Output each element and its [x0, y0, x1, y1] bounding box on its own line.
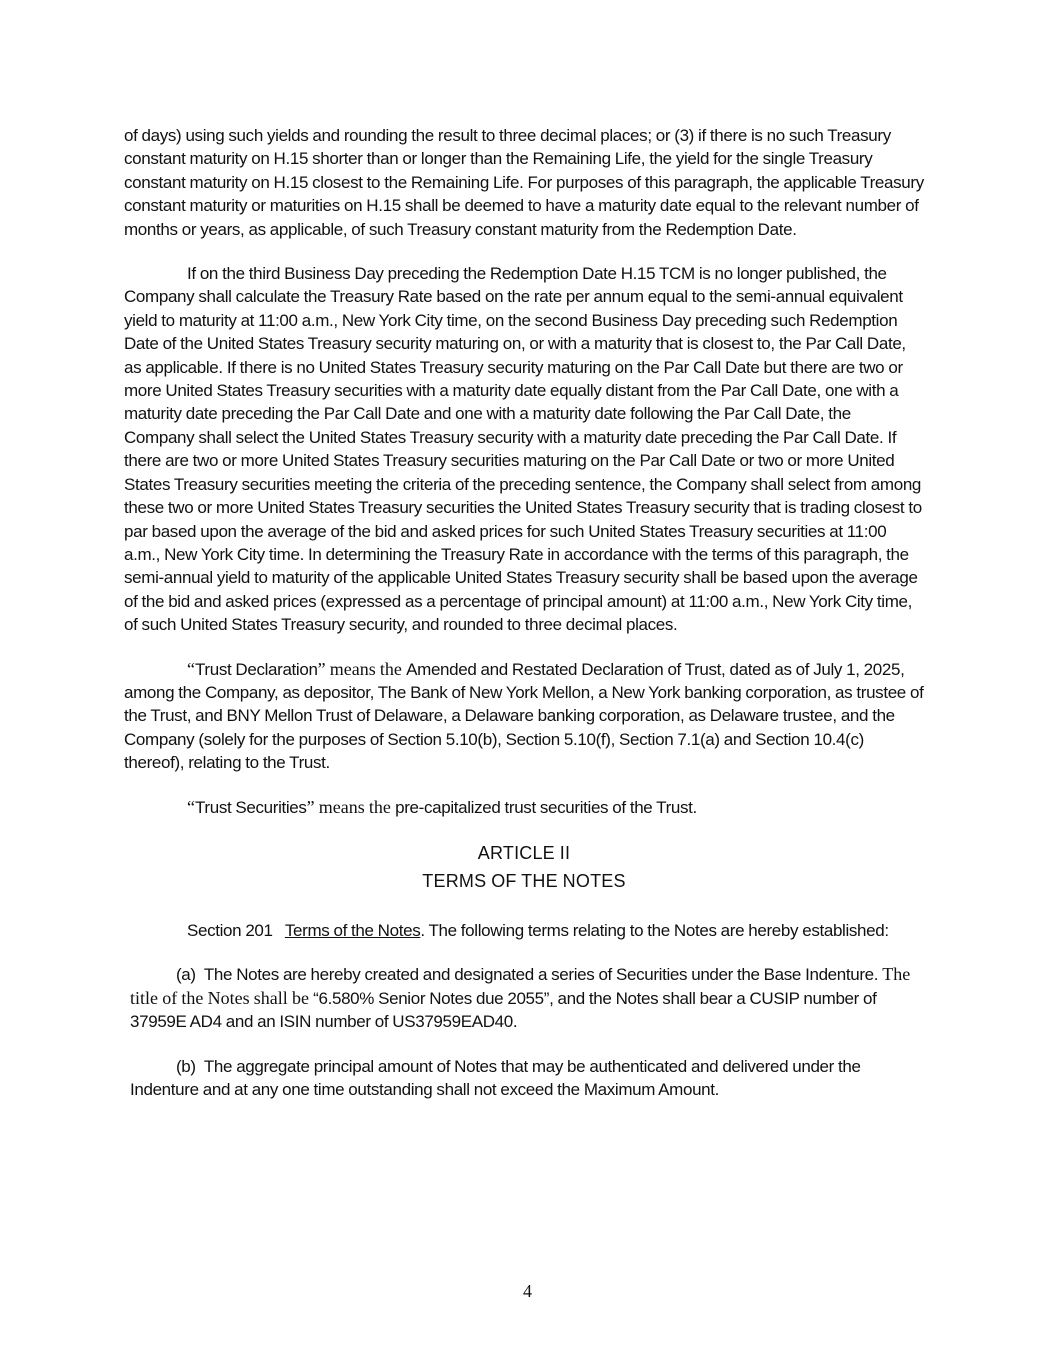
item-a-serif-text: The title of the Notes shall be — [130, 964, 911, 1008]
item-a-text: The Notes are hereby created and designated a series of Securities under the Base Indenture. — [203, 965, 883, 985]
paragraph-h15-tcm-fallback: If on the third Business Day preceding the Redemption Date H.15 TCM is no longer published, the Company shall calculate the Treasury Rate based on the rate per annum equal to the semi-annual equivalent yield to maturity at 11:00 a.m., New York City time, on the second Business Day preceding such Redemption Date of the United States Treasury security maturing on, or with a maturity that is closest to, the Par Call Date, as applicable. If there is no United States Treasury security maturing on the Par Call Date but there are two or more United States Treasury securities with a maturity date equally distant from the Par Call Date, one with a maturity date preceding the Par Call Date and one with a maturity date following the Par Call Date, the Company shall select the United States Treasury security with a maturity date preceding the Par Call Date. If there are two or more United States Treasury securities maturing on the Par Call Date or two or more United States Treasury securities meeting the criteria of the preceding sentence, the Company shall select from among these two or more United States Treasury securities the United States Treasury security that is trading closest to par based upon the average of the bid and asked prices for such United States Treasury securities at 11:00 a.m., New York City time. In determining the Treasury Rate in accordance with the terms of this paragraph, the semi-annual yield to maturity of the applicable United States Treasury security shall be based upon the average of the bid and asked prices (expressed as a percentage of principal amount) at 11:00 a.m., New York City time, of such United States Treasury security, and rounded to three decimal places. — [124, 264, 922, 635]
section-body: . The following terms relating to the Notes are hereby established: — [420, 920, 889, 940]
definition-trust-declaration — [124, 658, 924, 775]
defined-term-trust-declaration: Trust Declaration — [195, 659, 318, 679]
item-a — [124, 963, 924, 1033]
open-quote: “ — [187, 658, 195, 679]
definition-trust-securities — [124, 796, 924, 819]
paragraph-treasury-constant-maturity: of days) using such yields and rounding the result to three decimal places; or (3) if there is no such Treasury constant maturity on H.15 shorter than or longer than the Remaining Life, the yield for the single Treasury constant maturity on H.15 closest to the Remaining Life. For purposes of this paragraph, the applicable Treasury constant maturity or maturities on H.15 shall be deemed to have a maturity date equal to the relevant number of months or years, as applicable, of such Treasury constant maturity from the Redemption Date. — [124, 126, 924, 239]
means-phrase: ” means the — [306, 796, 396, 817]
defined-term-trust-securities: Trust Securities — [195, 797, 307, 817]
section-201 — [124, 919, 924, 942]
definition-body: Amended and Restated Declaration of Trust, dated as of July 1, 2025, among the Company, as depositor, The Bank of New York Mellon, a New York banking corporation, as trustee of the Trust, and BNY Mellon Trust of Delaware, a Delaware banking corporation, as Delaware trustee, and the Company (solely for the purposes of Section 5.10(b), Section 5.10(f), Section 7.1(a) and Section 10.4(c) thereof), relating to the Trust. — [124, 659, 924, 773]
article-heading: ARTICLE II — [477, 842, 571, 863]
definition-body: pre-capitalized trust securities of the Trust. — [395, 797, 697, 817]
open-quote: “ — [187, 796, 195, 817]
item-a-label: (a) — [176, 965, 196, 985]
means-phrase: ” means the — [317, 658, 407, 679]
page-number: 4 — [523, 1281, 532, 1301]
section-title: Terms of the Notes — [284, 920, 421, 940]
item-a-text-continued: “6.580% Senior Notes due 2055”, and the Notes shall bear a CUSIP number of 37959E AD4 and an ISIN number of US37959EAD40. — [130, 988, 877, 1032]
item-b-text: The aggregate principal amount of Notes that may be authenticated and delivered under the Indenture and at any one time outstanding shall not exceed the Maximum Amount. — [130, 1056, 861, 1099]
document-page — [124, 124, 924, 1101]
article-title: TERMS OF THE NOTES — [422, 870, 626, 891]
item-b — [124, 1055, 924, 1102]
item-b-label: (b) — [176, 1056, 196, 1076]
section-number: Section 201 — [187, 920, 273, 940]
